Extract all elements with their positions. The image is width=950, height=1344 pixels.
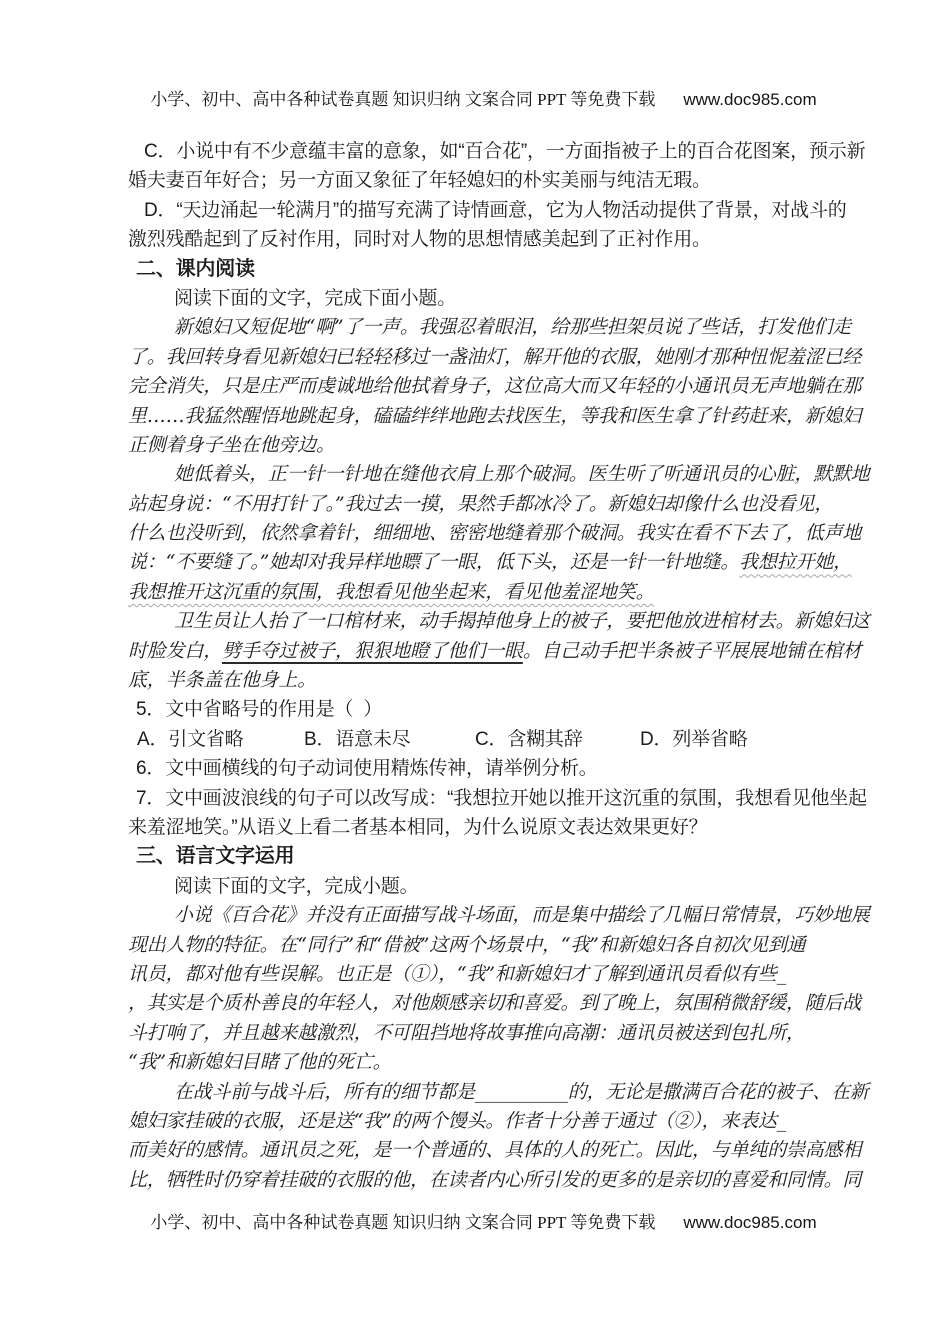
choice-options-row bbox=[128, 725, 828, 754]
doc-line bbox=[128, 872, 828, 901]
header-text: 小学、初中、高中各种试卷真题 知识归纳 文案合同 PPT 等免费下载 bbox=[150, 90, 656, 109]
section-heading bbox=[128, 842, 828, 871]
text-segment: 里……我猛然醒悟地跳起身，磕磕绊绊地跑去找医生，等我和医生拿了针药赶来，新媳妇 bbox=[128, 404, 862, 427]
page-footer bbox=[0, 1190, 950, 1256]
text-segment: 讯员，都对他有些误解。也正是（①），“我”和新媳妇才了解到通讯员看似有些_ bbox=[128, 962, 787, 985]
text-segment: 底，半条盖在他身上。 bbox=[128, 669, 317, 692]
text-segment: 斗打响了，并且越来越激烈，不可阻挡地将故事推向高潮：通讯员被送到包扎所， bbox=[128, 1021, 805, 1044]
doc-line bbox=[128, 402, 862, 431]
text-segment: 正侧着身子坐在他旁边。 bbox=[128, 433, 335, 456]
text-segment: 卫生员让人抬了一口棺材来，动手揭掉他身上的被子，要把他放进棺材去。新媳妇这 bbox=[174, 610, 870, 633]
text-segment: 比，牺牲时仍穿着挂破的衣服的他，在读者内心所引发的更多的是亲切的喜爱和同情。同 bbox=[128, 1168, 862, 1191]
text-segment: 现出人物的特征。在“同行”和“借被”这两个场景中，“我”和新媳妇各自初次见到通 bbox=[128, 933, 806, 956]
section-heading bbox=[128, 255, 828, 284]
text-segment: 小说《百合花》并没有正面描写战斗场面，而是集中描绘了几幅日常情景，巧妙地展 bbox=[174, 904, 870, 927]
doc-line bbox=[128, 637, 862, 666]
header-url[interactable]: www.doc985.com bbox=[683, 90, 817, 109]
doc-line bbox=[128, 166, 828, 195]
doc-line bbox=[128, 1136, 862, 1165]
doc-line bbox=[128, 343, 862, 372]
text-segment: 而美好的感情。通讯员之死，是一个普通的、具体的人的死亡。因此，与单纯的崇高感相 bbox=[128, 1139, 862, 1162]
choice-option: B．语意未尽 bbox=[304, 728, 411, 750]
doc-line bbox=[128, 284, 828, 313]
text-segment: 。自己动手把半条被子平展展地铺在棺材 bbox=[522, 639, 862, 662]
doc-line bbox=[128, 548, 852, 577]
doc-line bbox=[128, 931, 828, 960]
text-segment: 完全消失，只是庄严而虔诚地给他拭着身子，这位高大而又年轻的小通讯员无声地躺在那 bbox=[128, 375, 862, 398]
doc-line bbox=[128, 372, 862, 401]
text-segment: 阅读下面的文字，完成下面小题。 bbox=[174, 287, 457, 309]
text-segment: D．“天边涌起一轮满月”的描写充满了诗情画意，它为人物活动提供了背景，对战斗的 bbox=[144, 199, 847, 221]
text-segment: 了。我回转身看见新媳妇已轻轻移过一盏油灯，解开他的衣服，她刚才那种忸怩羞涩已经 bbox=[128, 345, 862, 368]
doc-line bbox=[128, 578, 828, 607]
doc-line bbox=[128, 1078, 869, 1107]
doc-line bbox=[128, 519, 862, 548]
text-segment: 二、课内阅读 bbox=[136, 257, 255, 280]
doc-line bbox=[128, 666, 828, 695]
text-segment: 媳妇家挂破的衣服，还是送“我”的两个馒头。作者十分善于通过（②），来表达_ bbox=[128, 1109, 787, 1132]
text-segment: C．小说中有不少意蕴丰富的意象，如“百合花”，一方面指被子上的百合花图案，预示新 bbox=[144, 141, 866, 162]
wavy-underlined-text: 我想拉开她， bbox=[739, 551, 852, 574]
text-segment: 什么也没听到，依然拿着针，细细地、密密地缝着那个破洞。我实在看不下去了，低声地 bbox=[128, 522, 862, 545]
doc-line bbox=[128, 431, 828, 460]
doc-line bbox=[128, 989, 862, 1018]
doc-line bbox=[128, 754, 828, 783]
text-segment: 6．文中画横线的句子动词使用精炼传神，请举例分析。 bbox=[136, 758, 598, 780]
text-segment: 时脸发白， bbox=[128, 639, 223, 662]
doc-line bbox=[128, 137, 866, 166]
text-segment: 5．文中省略号的作用是（ ） bbox=[136, 699, 383, 721]
document-body bbox=[128, 137, 870, 1195]
choice-option: A．引文省略 bbox=[137, 728, 244, 750]
doc-line bbox=[128, 196, 847, 225]
page-header bbox=[0, 67, 950, 133]
text-segment: ，其实是个质朴善良的年轻人，对他颇感亲切和喜爱。到了晚上，氛围稍微舒缓，随后战 bbox=[128, 992, 862, 1015]
footer-text: 小学、初中、高中各种试卷真题 知识归纳 文案合同 PPT 等免费下载 bbox=[150, 1213, 656, 1232]
text-segment: 新媳妇又短促地“啊”了一声。我强忍着眼泪，给那些担架员说了些话，打发他们走 bbox=[174, 316, 852, 339]
doc-line bbox=[128, 1107, 828, 1136]
doc-line bbox=[128, 901, 870, 930]
wavy-underlined-text: 我想推开这沉重的氛围，我想看见他坐起来，看见他羞涩地笑。 bbox=[128, 580, 655, 603]
text-segment: 站起身说：“不用打针了。”我过去一摸，果然手都冰冷了。新媳妇却像什么也没看见， bbox=[128, 492, 834, 515]
doc-line bbox=[128, 1048, 828, 1077]
choice-option: C．含糊其辞 bbox=[475, 728, 583, 750]
text-segment: 激烈残酷起到了反衬作用，同时对人物的思想情感美起到了正衬作用。 bbox=[128, 229, 711, 251]
doc-line bbox=[128, 313, 852, 342]
doc-line bbox=[128, 607, 870, 636]
choice-option: D．列举省略 bbox=[640, 728, 748, 750]
text-segment: 三、语言文字运用 bbox=[136, 845, 295, 868]
text-segment: 她低着头，正一针一针地在缝他衣肩上那个破洞。医生听了听通讯员的心脏，默默地 bbox=[174, 463, 870, 486]
text-segment: 婚夫妻百年好合；另一方面又象征了年轻媳妇的朴实美丽与纯洁无瑕。 bbox=[128, 170, 711, 192]
doc-line bbox=[128, 813, 828, 842]
text-segment: 阅读下面的文字，完成小题。 bbox=[174, 875, 419, 897]
text-segment: “我”和新媳妇目睹了他的死亡。 bbox=[128, 1051, 392, 1074]
doc-line bbox=[128, 784, 867, 813]
text-segment: 7．文中画波浪线的句子可以改写成：“我想拉开她以推开这沉重的氛围，我想看见他坐起 bbox=[136, 787, 867, 809]
doc-line bbox=[128, 960, 828, 989]
underlined-text: 劈手夺过被子，狠狠地瞪了他们一眼 bbox=[222, 639, 523, 662]
doc-line bbox=[128, 460, 870, 489]
doc-line bbox=[128, 1019, 828, 1048]
text-segment: 来羞涩地笑。”从语义上看二者基本相同，为什么说原文表达效果更好？ bbox=[128, 816, 708, 838]
doc-line bbox=[128, 695, 828, 724]
doc-line bbox=[128, 225, 828, 254]
text-segment: 在战斗前与战斗后，所有的细节都是__________的，无论是撒满百合花的被子、在新 bbox=[174, 1080, 869, 1103]
text-segment: 说：“不要缝了。”她却对我异样地瞟了一眼，低下头，还是一针一针地缝。 bbox=[128, 551, 740, 574]
footer-url[interactable]: www.doc985.com bbox=[683, 1213, 817, 1232]
doc-line bbox=[128, 490, 834, 519]
